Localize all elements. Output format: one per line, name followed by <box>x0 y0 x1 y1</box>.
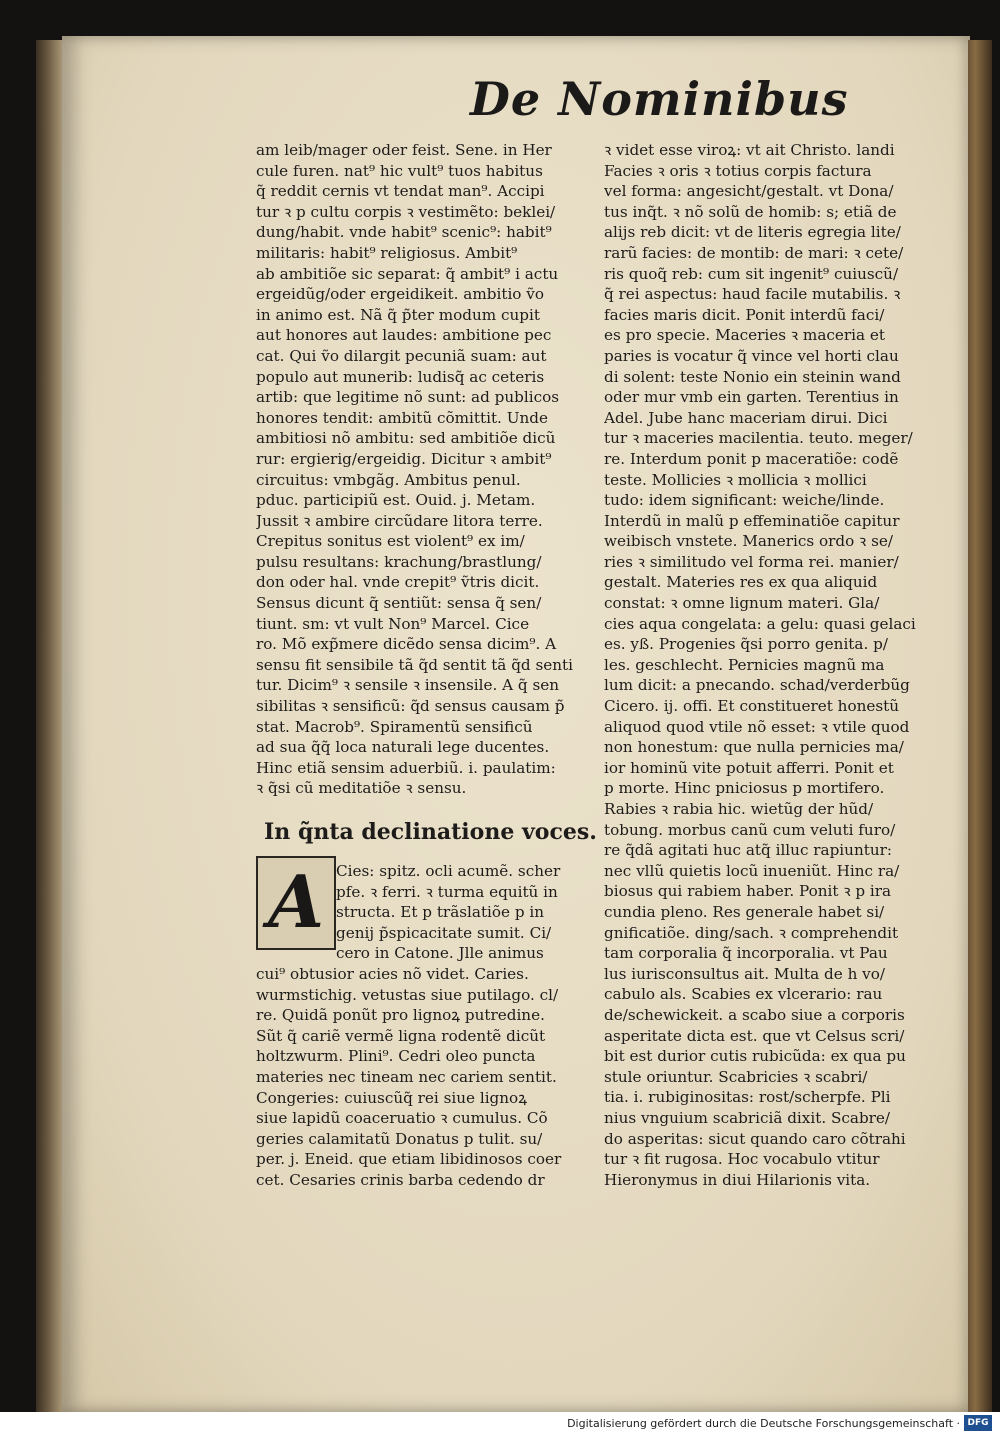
text-line: ꝛ videt esse viroꝝ: vt ait Christo. landi <box>604 141 895 159</box>
text-line: teste. Mollicies ꝛ mollicia ꝛ mollici <box>604 470 867 489</box>
text-line: cundia pleno. Res generale habet si/ <box>604 902 885 921</box>
text-line: circuitus: vmbgãg. Ambitus penul. <box>256 470 521 489</box>
text-line: weibisch vnstete. Manerics ordo ꝛ se/ <box>604 532 893 551</box>
text-line: tur ꝛ fit rugosa. Hoc vocabulo vtitur <box>604 1150 880 1169</box>
text-line: Adel. Jube hanc maceriam dirui. Dici <box>604 408 888 427</box>
decorated-initial: A <box>256 856 336 950</box>
text-line: non honestum: que nulla pernicies ma/ <box>604 738 904 757</box>
text-line: Cies: spitz. ocli acumẽ. scher <box>336 862 561 880</box>
text-line: cabulo als. Scabies ex vlcerario: rau <box>604 985 883 1004</box>
text-line: ad sua q̃q̃ loca naturali lege ducentes. <box>256 738 550 757</box>
text-line: de/schewickeit. a scabo siue a corporis <box>604 1005 905 1024</box>
text-line: Facies ꝛ oris ꝛ totius corpis factura <box>604 161 872 180</box>
text-line: sibilitas ꝛ sensificũ: q̃d sensus causam p̃ <box>256 697 565 716</box>
section-heading: In q̃nta declinatione voces. <box>264 819 597 845</box>
text-line: stat. Macrob⁹. Spiramentũ sensificũ <box>256 717 533 736</box>
text-line: artib: que legitime nõ sunt: ad publicos <box>256 388 560 407</box>
text-line: oder mur vmb ein garten. Terentius in <box>604 388 899 407</box>
funding-credit: Digitalisierung gefördert durch die Deutsche Forschungsgemeinschaft · <box>567 1417 960 1430</box>
text-line: vel forma: angesicht/gestalt. vt Dona/ <box>604 182 894 201</box>
text-line: facies maris dicit. Ponit interdũ faci/ <box>604 305 885 324</box>
text-line: nec vllũ quietis locũ inueniũt. Hinc ra/ <box>604 861 900 880</box>
text-line: gestalt. Materies res ex qua aliquid <box>604 573 878 592</box>
text-line: ries ꝛ similitudo vel forma rei. manier/ <box>604 552 899 571</box>
text-line: tam corporalia q̃ incorporalia. vt Pau <box>604 944 888 963</box>
right-column <box>604 140 950 1190</box>
text-line: aut honores aut laudes: ambitione pec <box>256 326 552 345</box>
text-line: ior hominũ vite potuit afferri. Ponit et <box>604 758 894 777</box>
text-line: ergeidũg/oder ergeidikeit. ambitio ṽo <box>256 285 544 304</box>
text-line: cat. Qui ṽo dilargit pecuniã suam: aut <box>256 346 547 365</box>
text-line: populo aut munerib: ludisq̃ ac ceteris <box>256 367 545 386</box>
text-line: re q̃dã agitati huc atq̃ illuc rapiuntur: <box>604 841 892 860</box>
text-line: q̃ rei aspectus: haud facile mutabilis. ꝛ <box>604 285 901 304</box>
text-line: tus inq̃t. ꝛ nõ solũ de homib: s; etiã de <box>604 202 897 221</box>
text-line: dung/habit. vnde habit⁹ scenic⁹: habit⁹ <box>256 223 552 242</box>
text-line: pulsu resultans: krachung/brastlung/ <box>256 552 542 571</box>
text-line: p morte. Hinc pniciosus p mortifero. <box>604 779 885 798</box>
text-line: es pro specie. Maceries ꝛ maceria et <box>604 326 885 345</box>
text-line: tia. i. rubiginositas: rost/scherpfe. Pli <box>604 1088 891 1107</box>
text-line: constat: ꝛ omne lignum materi. Gla/ <box>604 594 880 613</box>
text-line: tur ꝛ maceries macilentia. teuto. meger/ <box>604 429 913 448</box>
text-line: rur: ergierig/ergeidig. Dicitur ꝛ ambit⁹ <box>256 449 552 468</box>
text-line: in animo est. Nã q̃ p̃ter modum cupit <box>256 305 540 324</box>
text-line: Hinc etiã sensim aduerbiũ. i. paulatim: <box>256 758 556 777</box>
book-edge-right <box>968 40 992 1412</box>
text-line: militaris: habit⁹ religiosus. Ambit⁹ <box>256 243 518 262</box>
text-line: ab ambitiõe sic separat: q̃ ambit⁹ i actu <box>256 264 559 283</box>
text-line: cero in Catone. Jlle animus <box>336 944 544 963</box>
text-line: nius vnguium scabriciã dixit. Scabre/ <box>604 1108 891 1127</box>
text-line: Sũt q̃ cariẽ vermẽ ligna rodentẽ dicũt <box>256 1026 546 1045</box>
text-line: cet. Cesaries crinis barba cedendo dr <box>256 1170 545 1189</box>
text-line: cule furen. nat⁹ hic vult⁹ tuos habitus <box>256 161 543 180</box>
text-line: es. yß. Progenies q̃si porro genita. p/ <box>604 635 888 654</box>
page-heading: De Nominibus <box>470 72 849 126</box>
text-line: wurmstichig. vetustas siue putilago. cl/ <box>256 985 559 1004</box>
text-line: aliquod quod vtile nõ esset: ꝛ vtile quod <box>604 717 910 736</box>
dfg-logo: DFG <box>964 1415 992 1431</box>
text-line: siue lapidũ coaceruatio ꝛ cumulus. Cõ <box>256 1109 548 1128</box>
text-line: structa. Et p trãslatiõe p in <box>336 903 545 922</box>
text-line: pfe. ꝛ ferri. ꝛ turma equitũ in <box>336 882 558 901</box>
text-line: per. j. Eneid. que etiam libidinosos coer <box>256 1150 562 1169</box>
text-line: tiunt. sm: vt vult Non⁹ Marcel. Cice <box>256 614 530 633</box>
text-line: Crepitus sonitus est violent⁹ ex im/ <box>256 532 525 551</box>
text-line: pduc. participiũ est. Ouid. j. Metam. <box>256 491 536 510</box>
text-line: cies aqua congelata: a gelu: quasi gelaci <box>604 614 916 633</box>
text-line: tudo: idem significant: weiche/linde. <box>604 491 885 510</box>
left-column <box>256 140 597 1191</box>
text-line: Interdũ in malũ p effeminatiõe capitur <box>604 511 900 530</box>
text-line: am leib/mager oder feist. Sene. in Her <box>256 141 552 159</box>
text-line: bit est durior cutis rubicũda: ex qua pu <box>604 1047 906 1066</box>
text-line: lus iurisconsultus ait. Multa de h vo/ <box>604 964 886 983</box>
text-line: stule oriuntur. Scabricies ꝛ scabri/ <box>604 1067 868 1086</box>
text-line: ambitiosi nõ ambitu: sed ambitiõe dicũ <box>256 429 556 448</box>
text-line: Sensus dicunt q̃ sentiũt: sensa q̃ sen/ <box>256 594 542 613</box>
text-line: ro. Mõ exp̃mere dicẽdo sensa dicim⁹. A <box>256 635 557 654</box>
text-line: ꝛ q̃si cũ meditatiõe ꝛ sensu. <box>256 779 467 798</box>
text-line: materies nec tineam nec cariem sentit. <box>256 1067 557 1086</box>
text-line: tur ꝛ p cultu corpis ꝛ vestimẽto: beklei/ <box>256 202 556 221</box>
text-line: tur. Dicim⁹ ꝛ sensile ꝛ insensile. A q̃ sen <box>256 676 560 695</box>
text-line: alijs reb dicit: vt de literis egregia lite/ <box>604 223 901 242</box>
text-line: ris quoq̃ reb: cum sit ingenit⁹ cuiuscũ/ <box>604 264 899 283</box>
text-line: Cicero. ij. offi. Et constitueret honestũ <box>604 697 900 716</box>
text-line: cui⁹ obtusior acies nõ videt. Caries. <box>256 964 529 983</box>
text-line: Jussit ꝛ ambire circũdare litora terre. <box>256 511 543 530</box>
text-line: don oder hal. vnde crepit⁹ ṽtris dicit. <box>256 573 540 592</box>
text-line: sensu fit sensibile tã q̃d sentit tã q̃d senti <box>256 655 573 674</box>
text-line: les. geschlecht. Pernicies magnũ ma <box>604 655 885 674</box>
text-line: honores tendit: ambitũ cõmittit. Unde <box>256 408 548 427</box>
text-line: Congeries: cuiuscũq̃ rei siue lignoꝝ <box>256 1088 527 1107</box>
text-line: lum dicit: a pnecando. schad/verderbũg <box>604 676 910 695</box>
text-line: asperitate dicta est. que vt Celsus scri/ <box>604 1026 905 1045</box>
text-line: biosus qui rabiem haber. Ponit ꝛ p ira <box>604 882 892 901</box>
text-line: Hieronymus in diui Hilarionis vita. <box>604 1170 871 1189</box>
text-line: di solent: teste Nonio ein steinin wand <box>604 367 901 386</box>
text-line: tobung. morbus canũ cum veluti furo/ <box>604 820 896 839</box>
text-line: re. Quidã ponũt pro lignoꝝ putredine. <box>256 1006 545 1025</box>
text-line: geries calamitatũ Donatus p tulit. su/ <box>256 1129 543 1148</box>
text-line: gnificatiõe. ding/sach. ꝛ comprehendit <box>604 923 899 942</box>
text-line: Rabies ꝛ rabia hic. wietũg der hũd/ <box>604 800 874 818</box>
text-line: rarũ facies: de montib: de mari: ꝛ cete/ <box>604 243 904 262</box>
text-line: holtzwurm. Plini⁹. Cedri oleo puncta <box>256 1047 536 1066</box>
text-line: genij p̃spicacitate sumit. Ci/ <box>336 923 552 942</box>
text-line: q̃ reddit cernis vt tendat man⁹. Accipi <box>256 182 545 201</box>
text-line: re. Interdum ponit p maceratiõe: codẽ <box>604 449 899 468</box>
text-line: paries is vocatur q̃ vince vel horti clau <box>604 346 899 365</box>
text-line: do asperitas: sicut quando caro cõtrahi <box>604 1129 906 1148</box>
